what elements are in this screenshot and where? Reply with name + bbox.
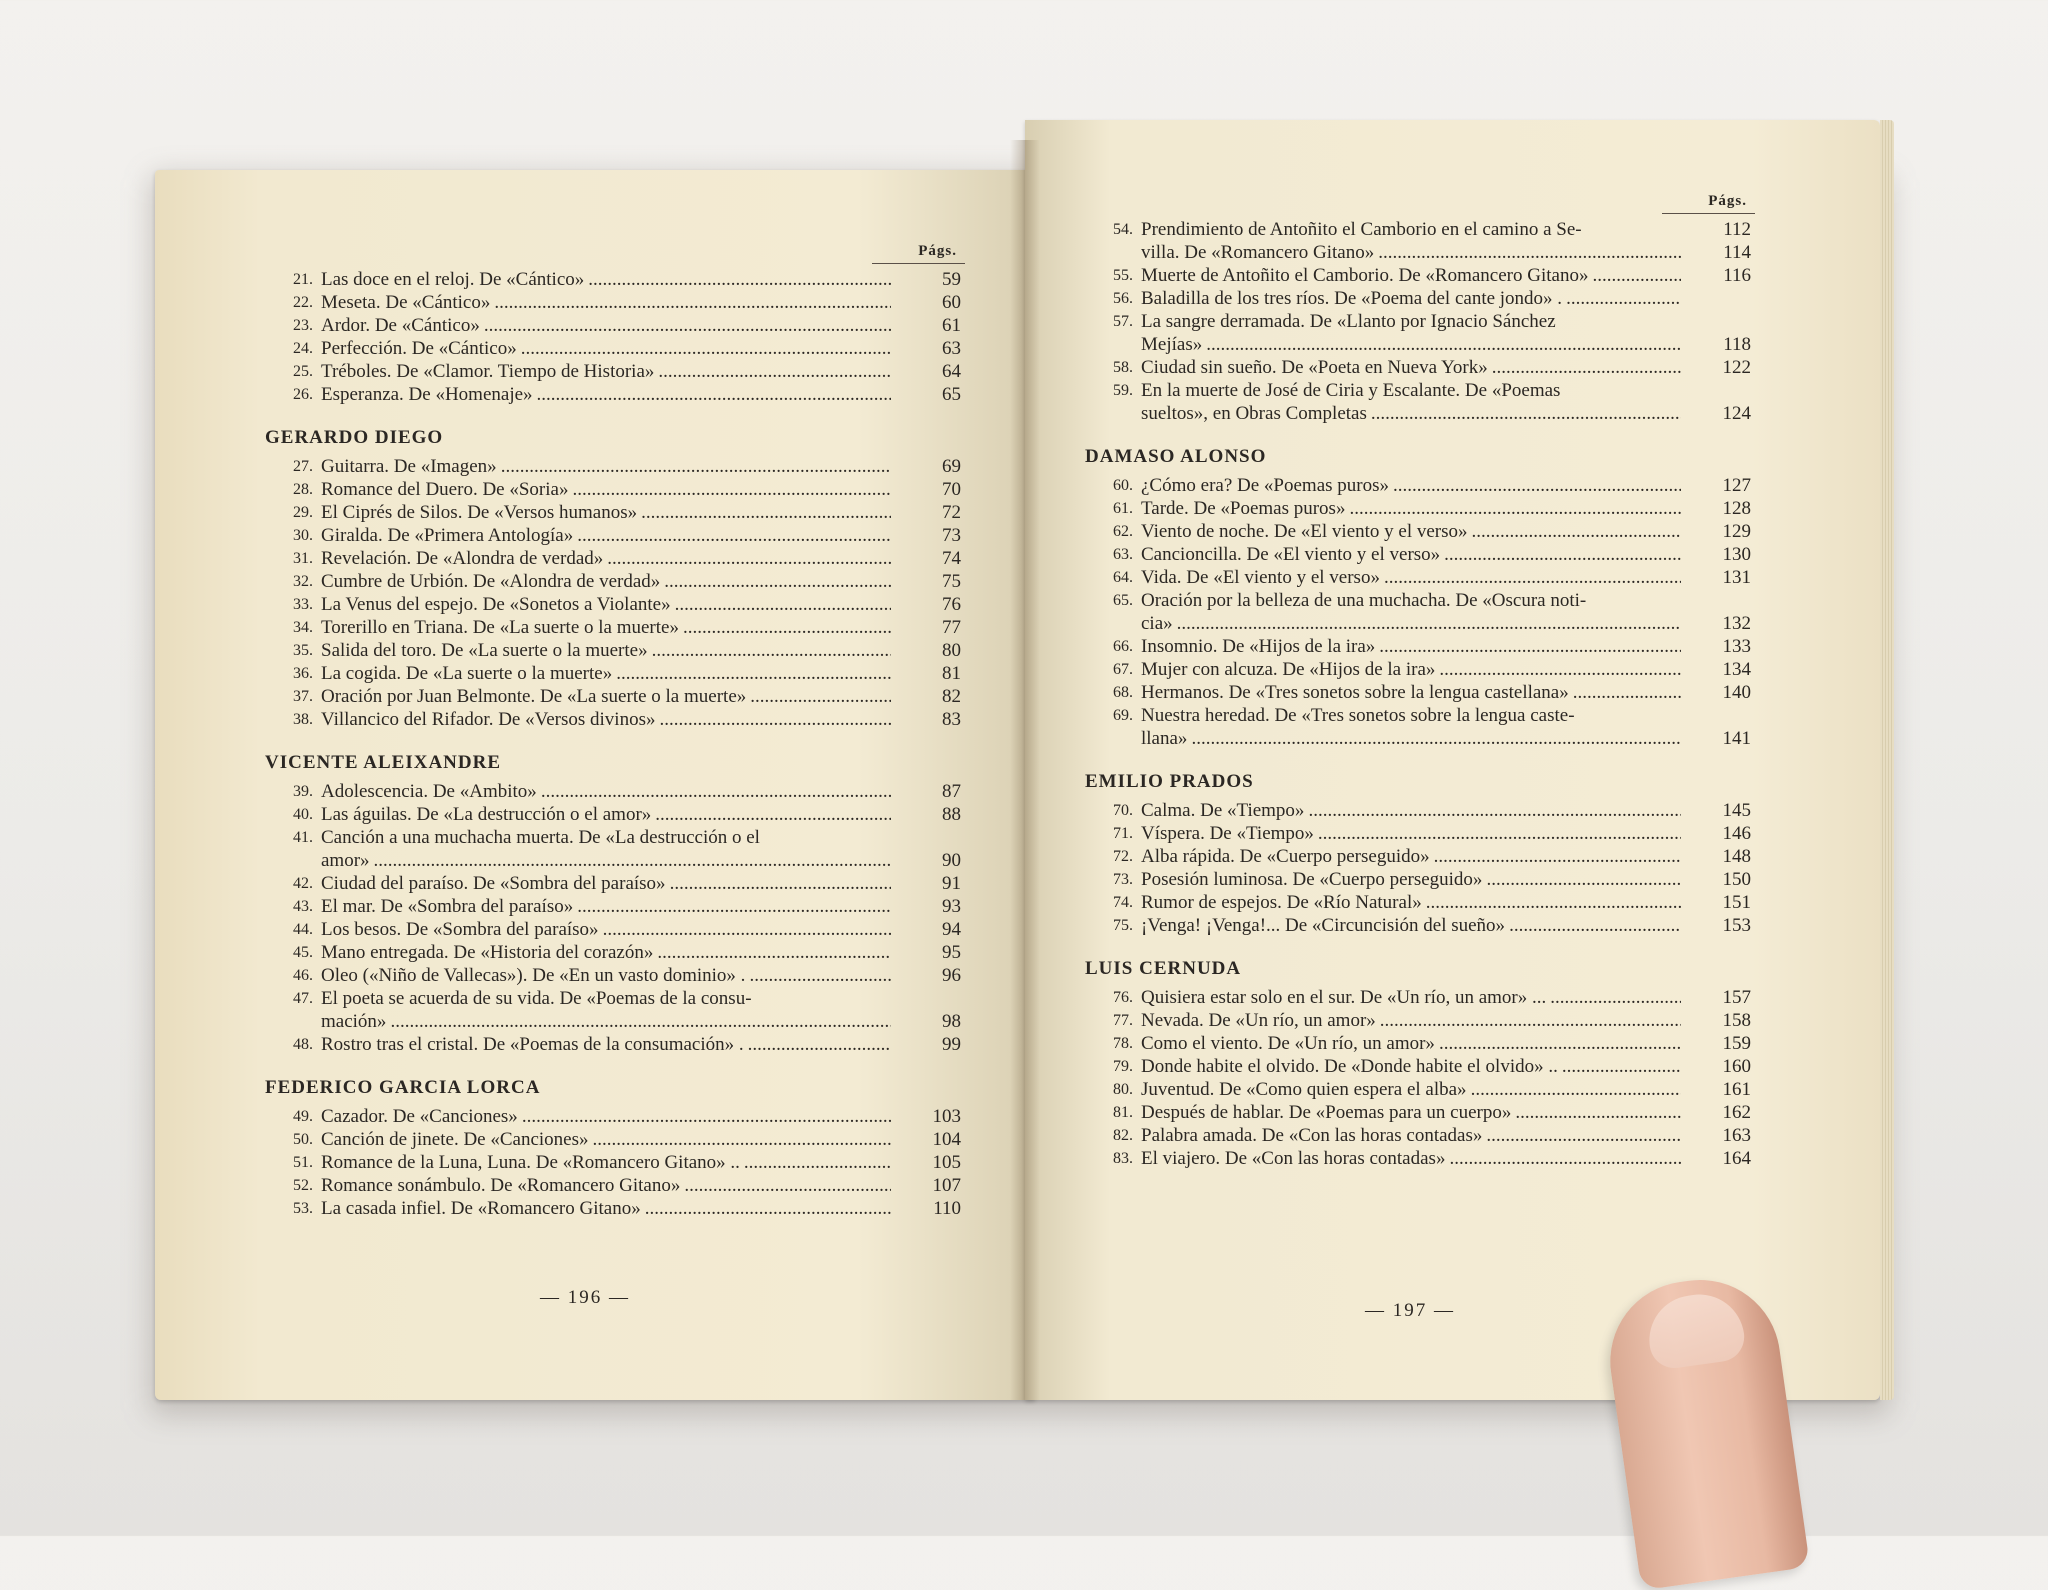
entry-number: 31. [293, 550, 313, 567]
entry-page: 122 [1722, 357, 1751, 378]
toc-entry [1095, 287, 1755, 310]
entry-number: 64. [1113, 569, 1133, 586]
entry-page: 103 [932, 1106, 961, 1127]
entry-page: 91 [942, 873, 961, 894]
toc-entry [275, 803, 965, 826]
entry-number: 37. [293, 688, 313, 705]
toc-entry [1095, 681, 1755, 704]
entry-page: 133 [1722, 636, 1751, 657]
toc-entry [1095, 264, 1755, 287]
entry-title: La cogida. De «La suerte o la muerte» ..... [321, 662, 891, 685]
toc-entry [1095, 891, 1755, 914]
author-entries [1095, 986, 1755, 1170]
toc-entry [1095, 704, 1755, 727]
entry-number: 70. [1113, 802, 1133, 819]
entry-page: 99 [942, 1034, 961, 1055]
entry-title-cont: amor» ..... [321, 849, 891, 872]
entry-title: El viajero. De «Con las horas contadas» ..... [1141, 1147, 1681, 1170]
entry-number: 36. [293, 665, 313, 682]
entry-number: 77. [1113, 1012, 1133, 1029]
entry-title: Prendimiento de Antoñito el Camborio en el camino a Se- [1141, 219, 1582, 240]
entry-number: 53. [293, 1200, 313, 1217]
toc-entry [275, 918, 965, 941]
entry-title: Nevada. De «Un río, un amor» ..... [1141, 1009, 1681, 1032]
entry-number: 60. [1113, 477, 1133, 494]
entry-page: 148 [1722, 846, 1751, 867]
entry-title: Nuestra heredad. De «Tres sonetos sobre la lengua caste- [1141, 705, 1575, 726]
entry-title: Adolescencia. De «Ambito» ..... [321, 780, 891, 803]
left-top-entries [275, 268, 965, 406]
author-heading: GERARDO DIEGO [265, 427, 444, 448]
entry-page: 160 [1722, 1056, 1751, 1077]
entry-number: 73. [1113, 871, 1133, 888]
entry-title-cont: sueltos», en Obras Completas ..... [1141, 402, 1681, 425]
entry-title-cont: Mejías» ..... [1141, 333, 1681, 356]
entry-title: Quisiera estar solo en el sur. De «Un río, un amor» ... ..... [1141, 986, 1681, 1009]
toc-entry [1095, 1101, 1755, 1124]
entry-page: 118 [1723, 334, 1751, 355]
author-heading: DAMASO ALONSO [1085, 446, 1267, 467]
entry-title: La sangre derramada. De «Llanto por Ignacio Sánchez [1141, 311, 1556, 332]
entry-number: 49. [293, 1108, 313, 1125]
entry-page: 72 [942, 502, 961, 523]
entry-page: 162 [1722, 1102, 1751, 1123]
entry-title: Romance sonámbulo. De «Romancero Gitano» ..... [321, 1174, 891, 1197]
entry-title-cont: villa. De «Romancero Gitano» ..... [1141, 241, 1681, 264]
toc-entry [1095, 1032, 1755, 1055]
entry-title: Donde habite el olvido. De «Donde habite el olvido» .. ..... [1141, 1055, 1681, 1078]
entry-page: 80 [942, 640, 961, 661]
entry-title-cont: cia» ..... [1141, 612, 1681, 635]
toc-entry [1095, 1055, 1755, 1078]
entry-title: Salida del toro. De «La suerte o la muerte» ..... [321, 639, 891, 662]
entry-title: Ardor. De «Cántico» ..... [321, 314, 891, 337]
entry-number: 79. [1113, 1058, 1133, 1075]
toc-entry [1095, 1124, 1755, 1147]
entry-title: Viento de noche. De «El viento y el verso» ..... [1141, 520, 1681, 543]
entry-number: 66. [1113, 638, 1133, 655]
toc-entry [1095, 845, 1755, 868]
entry-number: 52. [293, 1177, 313, 1194]
entry-page: 96 [942, 965, 961, 986]
entry-page: 69 [942, 456, 961, 477]
entry-number: 43. [293, 898, 313, 915]
entry-title: Juventud. De «Como quien espera el alba» ..... [1141, 1078, 1681, 1101]
entry-number: 42. [293, 875, 313, 892]
entry-title: Perfección. De «Cántico» ..... [321, 337, 891, 360]
entry-number: 27. [293, 458, 313, 475]
entry-page: 161 [1722, 1079, 1751, 1100]
entry-number: 22. [293, 294, 313, 311]
entry-number: 38. [293, 711, 313, 728]
entry-number: 50. [293, 1131, 313, 1148]
toc-entry [275, 1128, 965, 1151]
entry-page: 150 [1722, 869, 1751, 890]
page-edges [1880, 120, 1894, 1400]
toc-entry [275, 708, 965, 731]
entry-title: Torerillo en Triana. De «La suerte o la muerte» ..... [321, 616, 891, 639]
entry-title: Guitarra. De «Imagen» ..... [321, 455, 891, 478]
toc-entry [1095, 799, 1755, 822]
entry-title: En la muerte de José de Ciria y Escalante. De «Poemas [1141, 380, 1561, 401]
entry-page: 63 [942, 338, 961, 359]
entry-number: 40. [293, 806, 313, 823]
entry-title: Hermanos. De «Tres sonetos sobre la lengua castellana» ..... [1141, 681, 1681, 704]
entry-page: 128 [1722, 498, 1751, 519]
toc-entry [275, 662, 965, 685]
entry-continuation [321, 849, 965, 872]
entry-title: La Venus del espejo. De «Sonetos a Violante» ..... [321, 593, 891, 616]
entry-number: 63. [1113, 546, 1133, 563]
toc-entry [275, 570, 965, 593]
entry-title: Romance del Duero. De «Soria» ..... [321, 478, 891, 501]
entry-page: 153 [1722, 915, 1751, 936]
entry-page: 158 [1722, 1010, 1751, 1031]
entry-page: 130 [1722, 544, 1751, 565]
entry-title-cont: mación» ..... [321, 1010, 891, 1033]
right-page-contents [1085, 190, 1755, 1170]
entry-title: Romance de la Luna, Luna. De «Romancero Gitano» .. ..... [321, 1151, 891, 1174]
toc-entry [275, 780, 965, 803]
entry-page: 107 [932, 1175, 961, 1196]
entry-title: Tréboles. De «Clamor. Tiempo de Historia» ..... [321, 360, 891, 383]
entry-number: 23. [293, 317, 313, 334]
toc-entry [275, 455, 965, 478]
entry-page: 140 [1722, 682, 1751, 703]
entry-page: 159 [1722, 1033, 1751, 1054]
entry-number: 75. [1113, 917, 1133, 934]
toc-entry [275, 383, 965, 406]
entry-title: Ciudad del paraíso. De «Sombra del paraíso» ..... [321, 872, 891, 895]
toc-entry [275, 639, 965, 662]
entry-page: 141 [1722, 728, 1751, 749]
entry-title: Como el viento. De «Un río, un amor» ..... [1141, 1032, 1681, 1055]
entry-page: 60 [942, 292, 961, 313]
entry-title: Palabra amada. De «Con las horas contadas» ..... [1141, 1124, 1681, 1147]
toc-entry [1095, 1147, 1755, 1170]
entry-number: 33. [293, 596, 313, 613]
entry-number: 34. [293, 619, 313, 636]
toc-entry [275, 478, 965, 501]
left-page-contents [265, 240, 965, 1220]
entry-number: 62. [1113, 523, 1133, 540]
entry-number: 61. [1113, 500, 1133, 517]
toc-entry [1095, 543, 1755, 566]
entry-page: 77 [942, 617, 961, 638]
entry-page: 70 [942, 479, 961, 500]
entry-page: 134 [1722, 659, 1751, 680]
entry-page: 124 [1722, 403, 1751, 424]
toc-entry [1095, 658, 1755, 681]
toc-entry [275, 941, 965, 964]
entry-page: 93 [942, 896, 961, 917]
toc-entry [1095, 822, 1755, 845]
entry-title: Meseta. De «Cántico» ..... [321, 291, 891, 314]
entry-title: Oración por Juan Belmonte. De «La suerte o la muerte» ..... [321, 685, 891, 708]
author-heading: FEDERICO GARCIA LORCA [265, 1077, 541, 1098]
toc-entry [1095, 635, 1755, 658]
toc-entry [275, 685, 965, 708]
toc-entry [1095, 520, 1755, 543]
entry-title: Cazador. De «Canciones» ..... [321, 1105, 891, 1128]
entry-page: 81 [942, 663, 961, 684]
entry-number: 44. [293, 921, 313, 938]
entry-page: 87 [942, 781, 961, 802]
toc-entry [275, 547, 965, 570]
toc-entry [1095, 1009, 1755, 1032]
toc-entry [275, 268, 965, 291]
entry-title: Calma. De «Tiempo» ..... [1141, 799, 1681, 822]
toc-entry [275, 964, 965, 987]
entry-page: 105 [932, 1152, 961, 1173]
entry-page: 95 [942, 942, 961, 963]
entry-number: 74. [1113, 894, 1133, 911]
entry-number: 55. [1113, 267, 1133, 284]
entry-title: El Ciprés de Silos. De «Versos humanos» ..... [321, 501, 891, 524]
entry-page: 164 [1722, 1148, 1751, 1169]
entry-number: 65. [1113, 592, 1133, 609]
entry-number: 28. [293, 481, 313, 498]
entry-page: 145 [1722, 800, 1751, 821]
entry-title: Mujer con alcuza. De «Hijos de la ira» ..... [1141, 658, 1681, 681]
entry-title: Alba rápida. De «Cuerpo perseguido» ..... [1141, 845, 1681, 868]
toc-entry [275, 524, 965, 547]
toc-entry [275, 872, 965, 895]
entry-title: Villancico del Rifador. De «Versos divinos» ..... [321, 708, 891, 731]
toc-entry [275, 337, 965, 360]
toc-entry [275, 360, 965, 383]
entry-title: Tarde. De «Poemas puros» ..... [1141, 497, 1681, 520]
entry-number: 82. [1113, 1127, 1133, 1144]
entry-number: 51. [293, 1154, 313, 1171]
entry-title: ¡Venga! ¡Venga!... De «Circuncisión del sueño» ..... [1141, 914, 1681, 937]
toc-entry [275, 987, 965, 1010]
left-sections [265, 426, 965, 1220]
entry-number: 41. [293, 829, 313, 846]
author-entries [275, 780, 965, 1056]
toc-entry [1095, 1078, 1755, 1101]
entry-number: 56. [1113, 290, 1133, 307]
toc-entry [275, 314, 965, 337]
toc-entry [1095, 589, 1755, 612]
entry-title: El poeta se acuerda de su vida. De «Poemas de la consu- [321, 988, 752, 1009]
entry-page: 110 [933, 1198, 961, 1219]
entry-page: 76 [942, 594, 961, 615]
entry-number: 29. [293, 504, 313, 521]
toc-entry [1095, 379, 1755, 402]
entry-page: 151 [1722, 892, 1751, 913]
entry-title: Víspera. De «Tiempo» ..... [1141, 822, 1681, 845]
entry-page: 65 [942, 384, 961, 405]
entry-title: Insomnio. De «Hijos de la ira» ..... [1141, 635, 1681, 658]
toc-entry [1095, 986, 1755, 1009]
toc-entry [1095, 497, 1755, 520]
toc-entry [1095, 310, 1755, 333]
entry-continuation [1141, 612, 1755, 635]
entry-number: 57. [1113, 313, 1133, 330]
entry-number: 68. [1113, 684, 1133, 701]
entry-page: 131 [1722, 567, 1751, 588]
toc-entry [275, 1151, 965, 1174]
entry-number: 67. [1113, 661, 1133, 678]
entry-number: 46. [293, 967, 313, 984]
entry-title: El mar. De «Sombra del paraíso» ..... [321, 895, 891, 918]
entry-number: 83. [1113, 1150, 1133, 1167]
right-sections [1085, 445, 1755, 1170]
entry-page: 132 [1722, 613, 1751, 634]
entry-title: Rostro tras el cristal. De «Poemas de la consumación» . ..... [321, 1033, 891, 1056]
toc-entry [275, 616, 965, 639]
entry-number: 30. [293, 527, 313, 544]
entry-title: Los besos. De «Sombra del paraíso» ..... [321, 918, 891, 941]
entry-title: Después de hablar. De «Poemas para un cuerpo» ..... [1141, 1101, 1681, 1124]
entry-title: Esperanza. De «Homenaje» ..... [321, 383, 891, 406]
entry-number: 32. [293, 573, 313, 590]
pags-heading: Págs. [1662, 190, 1755, 214]
entry-page: 116 [1723, 265, 1751, 286]
entry-page: 74 [942, 548, 961, 569]
entry-page: 112 [1723, 219, 1751, 240]
entry-number: 48. [293, 1036, 313, 1053]
page-number-right: — 197 — [1365, 1300, 1455, 1321]
toc-entry [1095, 868, 1755, 891]
entry-page: 59 [942, 269, 961, 290]
entry-title: Giralda. De «Primera Antología» ..... [321, 524, 891, 547]
entry-title: ¿Cómo era? De «Poemas puros» ..... [1141, 474, 1681, 497]
right-top-entries [1095, 218, 1755, 425]
toc-entry [275, 593, 965, 616]
entry-number: 39. [293, 783, 313, 800]
entry-title: La casada infiel. De «Romancero Gitano» ..... [321, 1197, 891, 1220]
entry-page: 157 [1722, 987, 1751, 1008]
entry-title: Oleo («Niño de Vallecas»). De «En un vasto dominio» . ..... [321, 964, 891, 987]
entry-title: Las doce en el reloj. De «Cántico» ..... [321, 268, 891, 291]
toc-entry [275, 1174, 965, 1197]
entry-title: Canción de jinete. De «Canciones» ..... [321, 1128, 891, 1151]
author-entries [275, 455, 965, 731]
entry-page: 114 [1723, 242, 1751, 263]
entry-number: 69. [1113, 707, 1133, 724]
entry-number: 45. [293, 944, 313, 961]
entry-number: 26. [293, 386, 313, 403]
entry-page: 90 [942, 850, 961, 871]
author-heading: LUIS CERNUDA [1085, 958, 1242, 979]
author-heading: EMILIO PRADOS [1085, 771, 1254, 792]
entry-number: 78. [1113, 1035, 1133, 1052]
entry-title: Cumbre de Urbión. De «Alondra de verdad» ..... [321, 570, 891, 593]
entry-number: 80. [1113, 1081, 1133, 1098]
entry-number: 25. [293, 363, 313, 380]
entry-number: 58. [1113, 359, 1133, 376]
entry-number: 81. [1113, 1104, 1133, 1121]
author-entries [275, 1105, 965, 1220]
entry-page: 146 [1722, 823, 1751, 844]
entry-page: 94 [942, 919, 961, 940]
entry-title: Mano entregada. De «Historia del corazón» ..... [321, 941, 891, 964]
entry-title: Ciudad sin sueño. De «Poeta en Nueva York» ..... [1141, 356, 1681, 379]
entry-number: 47. [293, 990, 313, 1007]
entry-number: 54. [1113, 221, 1133, 238]
entry-number: 76. [1113, 989, 1133, 1006]
entry-page: 88 [942, 804, 961, 825]
entry-title: Canción a una muchacha muerta. De «La destrucción o el [321, 827, 760, 848]
toc-entry [1095, 474, 1755, 497]
author-entries [1095, 474, 1755, 750]
entry-page: 83 [942, 709, 961, 730]
entry-number: 59. [1113, 382, 1133, 399]
entry-page: 127 [1722, 475, 1751, 496]
entry-title: Baladilla de los tres ríos. De «Poema del cante jondo» . ..... [1141, 287, 1681, 310]
author-heading: VICENTE ALEIXANDRE [265, 752, 502, 773]
entry-page: 64 [942, 361, 961, 382]
toc-entry [1095, 356, 1755, 379]
toc-entry [1095, 566, 1755, 589]
entry-page: 73 [942, 525, 961, 546]
entry-title: Muerte de Antoñito el Camborio. De «Romancero Gitano» ..... [1141, 264, 1681, 287]
entry-title: Oración por la belleza de una muchacha. De «Oscura noti- [1141, 590, 1587, 611]
toc-entry [275, 1033, 965, 1056]
toc-entry [275, 501, 965, 524]
entry-page: 82 [942, 686, 961, 707]
entry-number: 24. [293, 340, 313, 357]
entry-page: 75 [942, 571, 961, 592]
entry-number: 72. [1113, 848, 1133, 865]
entry-continuation [1141, 241, 1755, 264]
entry-continuation [1141, 333, 1755, 356]
entry-page: 98 [942, 1011, 961, 1032]
entry-title: Vida. De «El viento y el verso» ..... [1141, 566, 1681, 589]
book-gutter [1010, 140, 1040, 1400]
toc-entry [275, 291, 965, 314]
toc-entry [275, 826, 965, 849]
toc-entry [1095, 914, 1755, 937]
toc-entry [275, 895, 965, 918]
toc-entry [275, 1197, 965, 1220]
entry-title: Cancioncilla. De «El viento y el verso» ..... [1141, 543, 1681, 566]
pags-heading: Págs. [872, 240, 965, 264]
entry-title: Revelación. De «Alondra de verdad» ..... [321, 547, 891, 570]
entry-page: 129 [1722, 521, 1751, 542]
entry-title: Rumor de espejos. De «Río Natural» ..... [1141, 891, 1681, 914]
entry-page: 61 [942, 315, 961, 336]
page-number-left: — 196 — [540, 1287, 630, 1308]
entry-title-cont: llana» ..... [1141, 727, 1681, 750]
entry-title: Posesión luminosa. De «Cuerpo perseguido» ..... [1141, 868, 1681, 891]
entry-continuation [1141, 402, 1755, 425]
toc-entry [275, 1105, 965, 1128]
entry-page: 163 [1722, 1125, 1751, 1146]
entry-continuation [321, 1010, 965, 1033]
entry-page: 104 [932, 1129, 961, 1150]
entry-title: Las águilas. De «La destrucción o el amor» ..... [321, 803, 891, 826]
entry-number: 35. [293, 642, 313, 659]
toc-entry [1095, 218, 1755, 241]
entry-number: 71. [1113, 825, 1133, 842]
entry-continuation [1141, 727, 1755, 750]
entry-number: 21. [293, 271, 313, 288]
author-entries [1095, 799, 1755, 937]
